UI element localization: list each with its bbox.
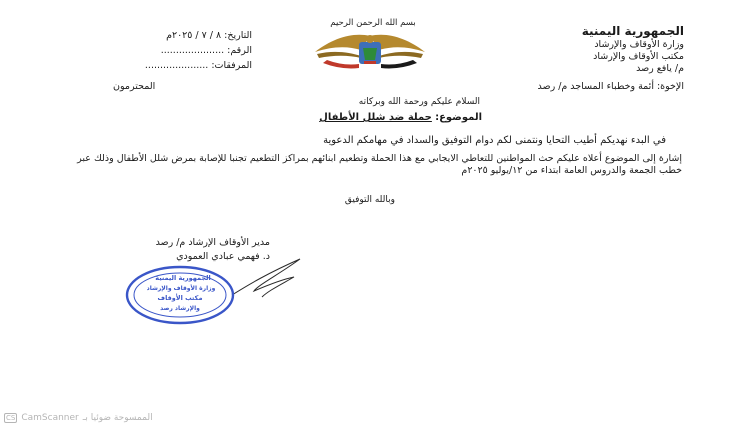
letterhead-right xyxy=(582,24,684,75)
yemen-eagle-emblem-icon xyxy=(303,30,437,70)
subject-label: الموضوع: xyxy=(435,112,482,123)
letter-meta xyxy=(82,28,252,73)
closing-line: وبالله التوفيق xyxy=(344,195,395,205)
body-paragraph: إشارة إلى الموضوع أعلاه عليكم حث المواطنين للتعاطي الايجابي مع هذا الحملة وتطعيم ابنائهم بمراكز التطعيم تجنبا للإصابة بمرض شلل الأطفال وذلك عبر خطب الجمعة والدروس العامة ابتداء من ١٢/يوليو ٢٠٢٥م xyxy=(77,153,682,176)
recipients-line: الإخوة: أئمة وخطباء المساجد م/ رصد xyxy=(537,81,684,92)
basmala: بسم الله الرحمن الرحيم xyxy=(330,18,416,28)
country-name: الجمهورية اليمنية xyxy=(581,24,684,38)
watermark-app-name: CamScanner xyxy=(21,413,79,423)
attachments-line: المرفقات: ..................... xyxy=(144,60,252,71)
watermark-caption: الممسوحة ضوئيا بـ xyxy=(82,413,153,423)
official-seal-stamp xyxy=(125,265,235,325)
seal-line-4: والإرشاد رصد xyxy=(160,305,200,312)
seal-line-1: الجمهورية اليمنية xyxy=(155,274,211,282)
office-name: مكتب الأوقاف والإرشاد xyxy=(593,51,684,62)
seal-line-2: وزارة الأوقاف والإرشاد xyxy=(146,285,216,292)
reference-number-line: الرقم: ..................... xyxy=(160,45,252,56)
intro-paragraph: في البدء نهديكم أطيب التحايا ونتمنى لكم دوام التوفيق والسداد في مهامكم الدعوية xyxy=(323,135,666,146)
district-name: م/ يافع رصد xyxy=(636,63,684,74)
subject-text: حملة ضد شلل الأطفال xyxy=(319,112,432,123)
signatory-title: مدير الأوقاف الإرشاد م/ رصد xyxy=(155,237,270,248)
scanner-watermark xyxy=(4,413,153,423)
signatory-name: د. فهمي عبادي العمودي xyxy=(176,251,270,262)
camscanner-logo-icon: CS xyxy=(6,414,16,422)
date-line: التاريخ: ٨ / ٧ / ٢٠٢٥م xyxy=(166,30,252,41)
greeting-line: السلام عليكم ورحمة الله وبركاته xyxy=(358,97,480,107)
handwritten-signature xyxy=(228,255,308,300)
subject-line xyxy=(319,112,482,123)
seal-line-3: مكتب الأوقاف xyxy=(157,294,203,302)
respected-word: المحترمون xyxy=(113,81,156,92)
ministry-name: وزارة الأوقاف والإرشاد xyxy=(594,39,684,50)
